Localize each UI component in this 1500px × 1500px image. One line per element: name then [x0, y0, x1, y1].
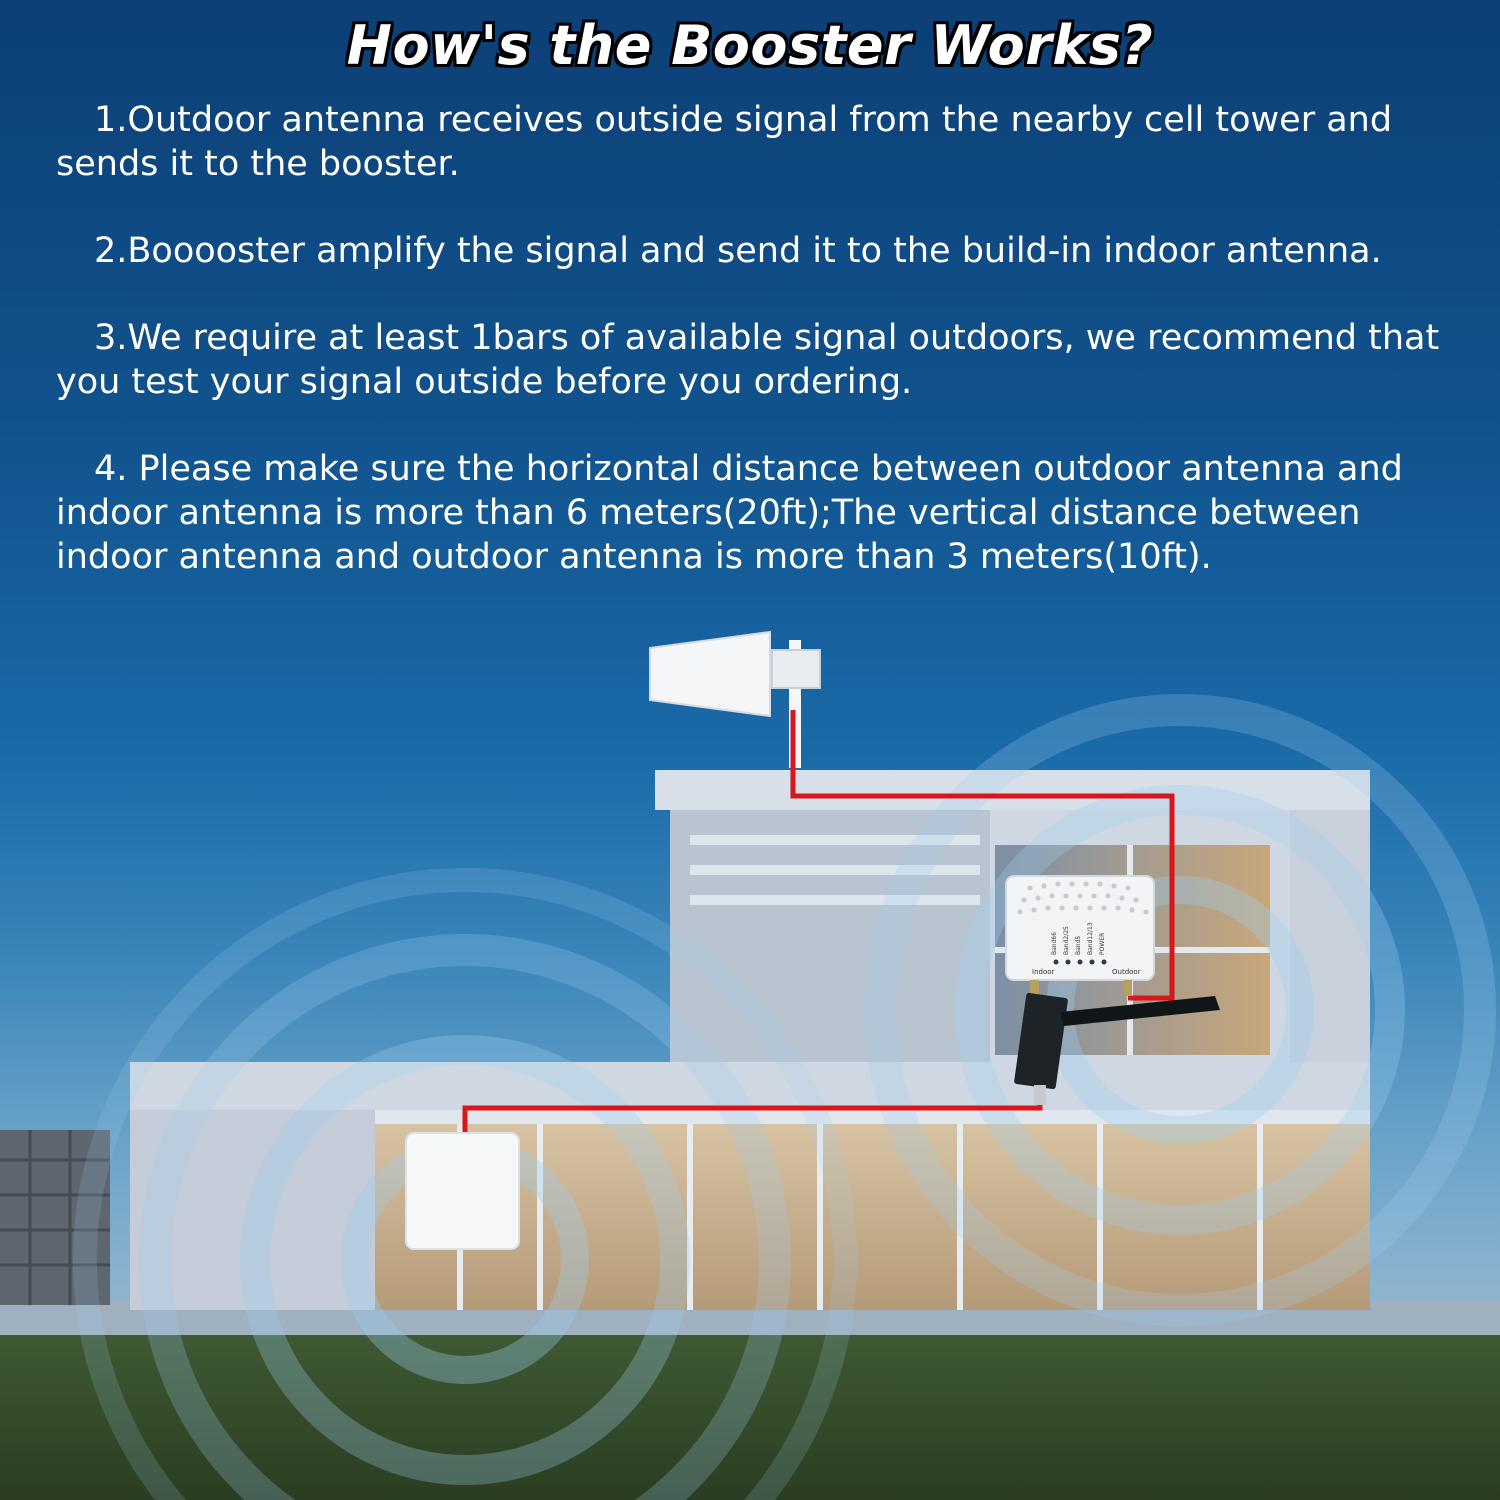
led-label-1: Band66 — [1051, 931, 1058, 955]
step-3: 3.We require at least 1bars of available signal outdoors, we recommend that you test your signal outside before you ordering. — [56, 318, 1440, 402]
led-label-4: Band12/13 — [1087, 922, 1094, 955]
port-outdoor-label: Outdoor — [1112, 968, 1141, 976]
led-label-3: Band5 — [1075, 935, 1082, 955]
step-4: 4. Please make sure the horizontal distance between outdoor antenna and indoor antenna is more than 6 meters(20ft);The vertical distance between indoor antenna and outdoor antenna is more than 3 meters(10ft). — [56, 449, 1403, 577]
indoor-antenna — [406, 1133, 519, 1249]
step-2: 2.Booooster amplify the signal and send it to the build-in indoor antenna. — [94, 231, 1382, 271]
led-label-5: POWER — [1099, 932, 1106, 955]
booster-unit — [1006, 876, 1154, 996]
led-label-2: Band2/25 — [1063, 926, 1070, 955]
port-indoor-label: Indoor — [1032, 968, 1055, 976]
page-title: How's the Booster Works? — [346, 14, 1154, 77]
step-1: 1.Outdoor antenna receives outside signal from the nearby cell tower and sends it to the booster. — [56, 100, 1393, 184]
